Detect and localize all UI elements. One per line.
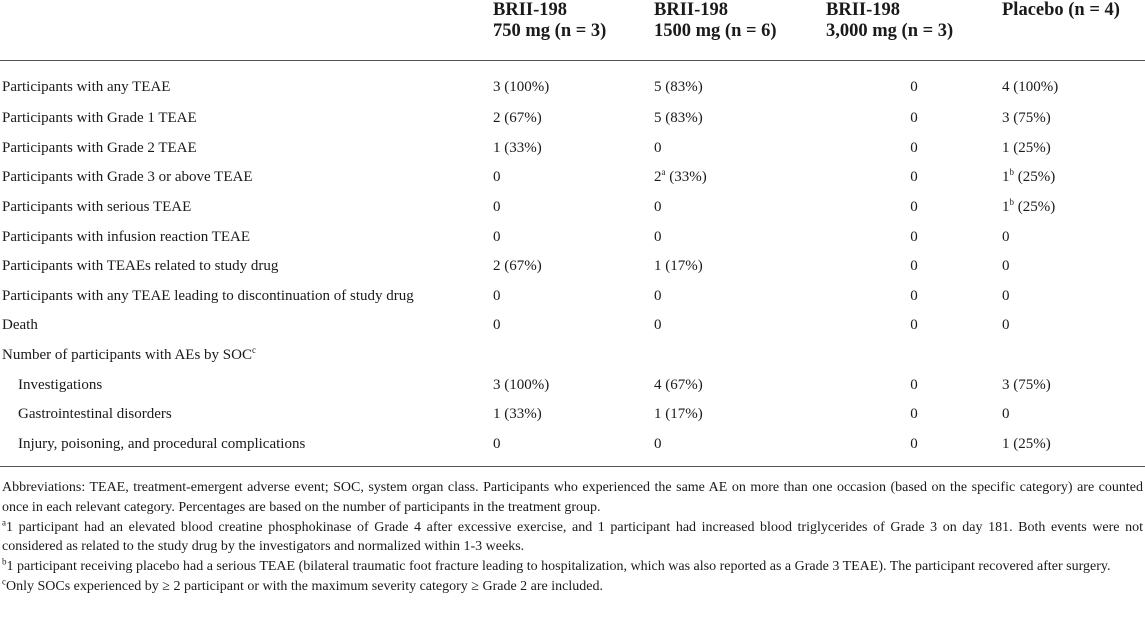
cell-3000mg: 0 — [910, 258, 918, 275]
cell-3000mg: 0 — [910, 78, 918, 95]
table-row — [0, 193, 1145, 223]
cell-750mg: 0 — [493, 228, 501, 245]
cell-3000mg: 0 — [910, 376, 918, 393]
cell-750mg: 0 — [493, 430, 654, 467]
cell-1500mg: 0 — [654, 139, 662, 156]
row-label: Investigations — [18, 376, 103, 393]
cell-placebo: 1 (25%) — [1002, 139, 1051, 156]
value: 1 — [1002, 169, 1010, 186]
footnote-mark: c — [2, 576, 6, 587]
cell-3000mg: 0 — [910, 110, 918, 127]
header-3000mg-line1: BRII-198 — [826, 0, 901, 20]
header-750mg — [493, 0, 654, 60]
cell-750mg: 3 (100%) — [493, 376, 550, 393]
footnote-a-text: 1 participant had an elevated blood creatine phosphokinase of Grade 4 after excessive exercise, and 1 participant had increased blood triglycerides of Grade 3 on day 181. Both events were not considered as related to the study drug by the investigators and normalized within 1-3 weeks. — [2, 519, 1143, 555]
footnote-c — [2, 577, 1143, 597]
cell-750mg: 0 — [493, 199, 501, 216]
cell-750mg: 2 (67%) — [493, 110, 542, 127]
cell-placebo: 0 — [1002, 317, 1010, 334]
header-row — [0, 0, 1145, 60]
header-placebo-line1: Placebo (n = 4) — [1002, 0, 1120, 20]
header-label-cell — [0, 0, 493, 60]
row-label: Participants with Grade 2 TEAE — [2, 139, 197, 156]
footnote-mark: a — [661, 167, 666, 178]
header-1500mg-line1: BRII-198 — [654, 0, 729, 20]
cell-placebo: 0 — [1002, 228, 1010, 245]
header-3000mg — [826, 0, 1002, 60]
table-row — [0, 252, 1145, 282]
cell-1500mg: 5 (83%) — [654, 110, 703, 127]
cell-1500mg: 0 — [654, 287, 662, 304]
table-header — [0, 0, 1145, 60]
cell-placebo — [1002, 341, 1145, 371]
cell-placebo: 3 (75%) — [1002, 376, 1051, 393]
footnote-mark: b — [1009, 197, 1014, 208]
value-percent: (25%) — [1014, 169, 1056, 186]
footnote-a — [2, 518, 1143, 558]
cell-placebo: 4 (100%) — [1002, 78, 1059, 95]
cell-1500mg: 4 (67%) — [654, 376, 703, 393]
value-percent: (33%) — [665, 169, 707, 186]
cell-3000mg: 0 — [910, 317, 918, 334]
row-label: Participants with TEAEs related to study drug — [2, 258, 279, 275]
value: 2 — [654, 169, 662, 186]
row-label: Participants with Grade 3 or above TEAE — [2, 169, 253, 186]
cell-1500mg: 1 (17%) — [654, 406, 703, 423]
cell-3000mg: 0 — [910, 139, 918, 156]
header-750mg-line1: BRII-198 — [493, 0, 568, 20]
value: 1 — [1002, 199, 1010, 216]
footnote-mark: a — [2, 516, 6, 527]
cell-1500mg: 5 (83%) — [654, 78, 703, 95]
cell-3000mg — [826, 341, 1002, 371]
cell-750mg: 0 — [493, 287, 501, 304]
section-label-text: Number of participants with AEs by SOC — [2, 347, 252, 364]
cell-placebo: 0 — [1002, 287, 1010, 304]
cell-placebo: 1 (25%) — [1002, 430, 1145, 467]
cell-placebo: 0 — [1002, 406, 1010, 423]
table-row — [0, 222, 1145, 252]
cell-750mg: 1 (33%) — [493, 406, 542, 423]
cell-3000mg: 0 — [910, 287, 918, 304]
cell-placebo: 0 — [1002, 258, 1010, 275]
cell-1500mg — [654, 163, 826, 193]
table-row — [0, 430, 1145, 467]
cell-3000mg: 0 — [826, 430, 1002, 467]
row-label: Participants with serious TEAE — [2, 199, 192, 216]
table-body — [0, 60, 1145, 467]
footnote-c-text: Only SOCs experienced by ≥ 2 participant or with the maximum severity category ≥ Grade 2 are included. — [6, 578, 603, 594]
cell-3000mg: 0 — [910, 406, 918, 423]
row-label: Participants with Grade 1 TEAE — [2, 110, 197, 127]
cell-750mg: 1 (33%) — [493, 139, 542, 156]
footnote-mark: b — [2, 556, 7, 567]
cell-1500mg: 1 (17%) — [654, 258, 703, 275]
cell-750mg: 3 (100%) — [493, 78, 550, 95]
row-label: Participants with any TEAE — [2, 78, 171, 95]
header-placebo — [1002, 0, 1145, 60]
row-label: Participants with any TEAE leading to discontinuation of study drug — [2, 287, 414, 304]
row-label: Death — [2, 317, 38, 334]
footnote-abbreviations: Abbreviations: TEAE, treatment-emergent adverse event; SOC, system organ class. Participants who experienced the same AE on more than one occasion (based on the specific category) are counted once in each relevant category. Percentages are based on the number of participants in the treatment group. — [2, 480, 1143, 515]
footnote-mark: c — [251, 345, 256, 356]
footnote-mark: b — [1009, 167, 1014, 178]
table-row — [0, 311, 1145, 341]
cell-placebo: 3 (75%) — [1002, 110, 1051, 127]
cell-1500mg — [654, 341, 826, 371]
cell-750mg: 0 — [493, 169, 501, 186]
table-row — [0, 370, 1145, 400]
cell-1500mg: 0 — [654, 430, 826, 467]
table-row — [0, 400, 1145, 430]
header-750mg-line2: 750 mg (n = 3) — [493, 21, 607, 41]
cell-1500mg: 0 — [654, 199, 662, 216]
cell-750mg: 2 (67%) — [493, 258, 542, 275]
section-row — [0, 341, 1145, 371]
row-label: Participants with infusion reaction TEAE — [2, 228, 251, 245]
cell-3000mg: 0 — [910, 199, 918, 216]
header-1500mg — [654, 0, 826, 60]
table-row — [0, 60, 1145, 104]
header-1500mg-line2: 1500 mg (n = 6) — [654, 21, 777, 41]
cell-3000mg: 0 — [910, 228, 918, 245]
table-row — [0, 134, 1145, 164]
cell-1500mg: 0 — [654, 228, 662, 245]
cell-750mg: 0 — [493, 317, 501, 334]
header-3000mg-line2: 3,000 mg (n = 3) — [826, 21, 954, 41]
cell-3000mg: 0 — [910, 169, 918, 186]
cell-placebo — [1002, 193, 1145, 223]
table-footnotes — [2, 478, 1143, 597]
table-row — [0, 163, 1145, 193]
cell-750mg — [493, 341, 654, 371]
cell-placebo — [1002, 163, 1145, 193]
value-percent: (25%) — [1014, 199, 1056, 216]
section-label — [0, 341, 493, 371]
table-row — [0, 282, 1145, 312]
footnote-b — [2, 557, 1143, 577]
row-label: Gastrointestinal disorders — [18, 406, 172, 423]
footnote-b-text: 1 participant receiving placebo had a serious TEAE (bilateral traumatic foot fracture leading to hospitalization, which was also reported as a Grade 3 TEAE). The participant recovered after surgery. — [6, 559, 1111, 575]
cell-1500mg: 0 — [654, 317, 662, 334]
row-label: Injury, poisoning, and procedural complications — [0, 430, 493, 467]
table-row — [0, 104, 1145, 134]
